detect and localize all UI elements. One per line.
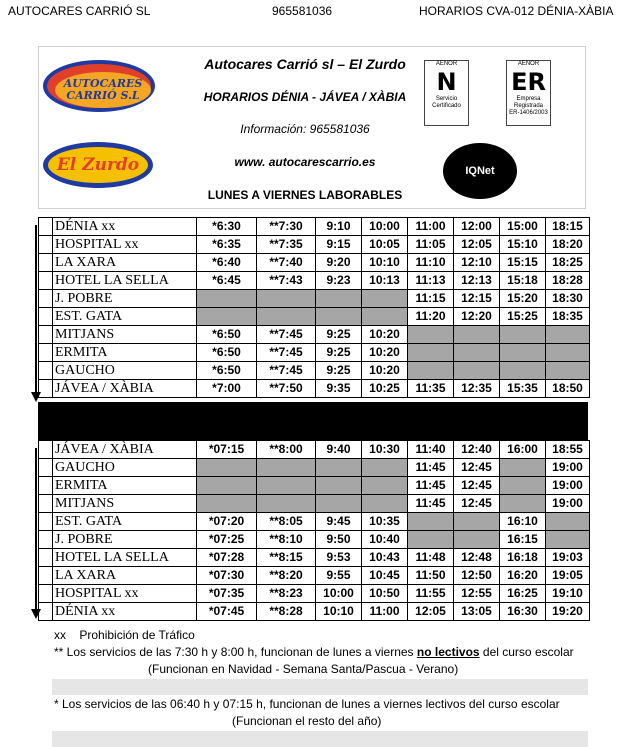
departure-time (500, 362, 546, 380)
departure-time: **7:45 (257, 362, 316, 380)
arrow-cell (39, 441, 53, 459)
table-row (39, 477, 590, 495)
departure-time: **8:20 (257, 567, 316, 585)
stop-name: JÁVEA / XÀBIA (53, 441, 197, 459)
arrow-cell (39, 326, 53, 344)
outbound-timetable (38, 217, 590, 398)
departure-time (546, 513, 590, 531)
departure-time: 16:30 (500, 603, 546, 621)
departure-time: *07:30 (197, 567, 257, 585)
departure-time: 11:05 (408, 236, 454, 254)
arrow-cell (39, 513, 53, 531)
departure-time: **8:28 (257, 603, 316, 621)
departure-time: 18:25 (546, 254, 590, 272)
arrow-cell (39, 585, 53, 603)
departure-time: *6:50 (197, 362, 257, 380)
departure-time (316, 459, 362, 477)
arrow-cell (39, 254, 53, 272)
departure-time: 9:10 (316, 218, 362, 236)
header-company: AUTOCARES CARRIÓ SL (8, 4, 151, 18)
departure-time: 12:05 (454, 236, 500, 254)
stop-name: JÁVEA / XÀBIA (53, 380, 197, 398)
departure-time (408, 344, 454, 362)
departure-time: *07:28 (197, 549, 257, 567)
table-row (39, 567, 590, 585)
departure-time (197, 495, 257, 513)
departure-time (500, 344, 546, 362)
departure-time: 10:00 (362, 218, 408, 236)
departure-time: 11:00 (362, 603, 408, 621)
departure-time: 9:15 (316, 236, 362, 254)
note-double-star-sub: (Funcionan en Navidad - Semana Santa/Pascua - Verano) (148, 662, 459, 676)
departure-time (257, 477, 316, 495)
departure-time (362, 290, 408, 308)
departure-time: 15:15 (500, 254, 546, 272)
departure-time: 10:45 (362, 567, 408, 585)
departure-time: 11:55 (408, 585, 454, 603)
departure-time: *6:45 (197, 272, 257, 290)
departure-time: *6:35 (197, 236, 257, 254)
departure-time: 9:25 (316, 362, 362, 380)
departure-time: 19:10 (546, 585, 590, 603)
table-row (39, 585, 590, 603)
departure-time (454, 513, 500, 531)
departure-time: *6:50 (197, 344, 257, 362)
table-row (39, 290, 590, 308)
departure-time (316, 290, 362, 308)
departure-time (408, 513, 454, 531)
departure-time: *6:50 (197, 326, 257, 344)
table-row (39, 459, 590, 477)
departure-time: **7:40 (257, 254, 316, 272)
stop-name: ERMITA (53, 477, 197, 495)
autocares-carrio-logo: AUTOCARES CARRIÓ S.L (43, 60, 155, 112)
table-row (39, 362, 590, 380)
departure-time: 18:28 (546, 272, 590, 290)
departure-time: 11:10 (408, 254, 454, 272)
stop-name: ERMITA (53, 344, 197, 362)
departure-time: 12:00 (454, 218, 500, 236)
departure-time: 18:20 (546, 236, 590, 254)
arrow-cell (39, 344, 53, 362)
table-row (39, 513, 590, 531)
departure-time: 19:00 (546, 495, 590, 513)
down-arrow-head-icon (31, 609, 41, 619)
departure-time (408, 326, 454, 344)
departure-time: 13:05 (454, 603, 500, 621)
stop-name: EST. GATA (53, 308, 197, 326)
departure-time: 12:55 (454, 585, 500, 603)
departure-time: *07:20 (197, 513, 257, 531)
company-title: Autocares Carrió sl – El Zurdo (204, 56, 406, 72)
departure-time: 16:20 (500, 567, 546, 585)
table-row (39, 254, 590, 272)
departure-time: *07:45 (197, 603, 257, 621)
departure-time: 16:25 (500, 585, 546, 603)
departure-time (454, 531, 500, 549)
departure-time (546, 362, 590, 380)
stop-name: MITJANS (53, 495, 197, 513)
departure-time: *7:00 (197, 380, 257, 398)
down-arrow-icon (35, 225, 37, 393)
departure-time: 11:45 (408, 477, 454, 495)
departure-time: 18:55 (546, 441, 590, 459)
departure-time: 10:00 (316, 585, 362, 603)
arrow-cell (39, 218, 53, 236)
departure-time: 11:13 (408, 272, 454, 290)
departure-time (197, 477, 257, 495)
gray-band (52, 731, 588, 747)
aenor-registered-seal: AENOR ER Empresa Registrada ER-1406/2003 (506, 60, 551, 126)
departure-time: 12:15 (454, 290, 500, 308)
departure-time (362, 308, 408, 326)
departure-time: 16:10 (500, 513, 546, 531)
stop-name: DÉNIA xx (53, 218, 197, 236)
departure-time: 15:10 (500, 236, 546, 254)
departure-time: 10:25 (362, 380, 408, 398)
departure-time: 15:20 (500, 290, 546, 308)
departure-time: 11:45 (408, 459, 454, 477)
departure-time: 10:43 (362, 549, 408, 567)
departure-time (316, 308, 362, 326)
departure-time: 11:50 (408, 567, 454, 585)
departure-time: 9:53 (316, 549, 362, 567)
el-zurdo-logo: El Zurdo (43, 142, 153, 188)
departure-time: **8:23 (257, 585, 316, 603)
note-xx: xx Prohibición de Tráfico (54, 628, 195, 642)
departure-time: 9:23 (316, 272, 362, 290)
departure-time: **7:45 (257, 326, 316, 344)
departure-time (316, 477, 362, 495)
arrow-cell (39, 567, 53, 585)
departure-time: 10:30 (362, 441, 408, 459)
table-row (39, 218, 590, 236)
departure-time: 11:48 (408, 549, 454, 567)
note-single-star-sub: (Funcionan el resto del año) (232, 714, 382, 728)
departure-time: 12:50 (454, 567, 500, 585)
down-arrow-head-icon (31, 392, 41, 402)
departure-time (257, 495, 316, 513)
departure-time (500, 459, 546, 477)
departure-time: 15:25 (500, 308, 546, 326)
days-label: LUNES A VIERNES LABORABLES (207, 188, 403, 202)
table-row (39, 441, 590, 459)
departure-time: **7:45 (257, 344, 316, 362)
departure-time: 9:20 (316, 254, 362, 272)
arrow-cell (39, 290, 53, 308)
departure-time: 12:05 (408, 603, 454, 621)
departure-time: 15:18 (500, 272, 546, 290)
departure-time: 11:40 (408, 441, 454, 459)
stop-name: LA XARA (53, 254, 197, 272)
aenor-certified-seal: AENOR N Servicio Certificado (424, 60, 469, 126)
note-single-star: * Los servicios de las 06:40 h y 07:15 h, funcionan de lunes a viernes lectivos del curso escolar (54, 697, 560, 711)
departure-time: 12:40 (454, 441, 500, 459)
departure-time: 15:35 (500, 380, 546, 398)
departure-time: *07:15 (197, 441, 257, 459)
table-row (39, 531, 590, 549)
stop-name: GAUCHO (53, 459, 197, 477)
departure-time (257, 290, 316, 308)
departure-time (197, 290, 257, 308)
departure-time: 18:15 (546, 218, 590, 236)
stop-name: DÉNIA xx (53, 603, 197, 621)
departure-time: 11:15 (408, 290, 454, 308)
departure-time: 12:35 (454, 380, 500, 398)
arrow-cell (39, 272, 53, 290)
departure-time: 9:35 (316, 380, 362, 398)
departure-time (408, 531, 454, 549)
table-row (39, 272, 590, 290)
departure-time: *6:40 (197, 254, 257, 272)
departure-time: 10:20 (362, 326, 408, 344)
departure-time: **8:00 (257, 441, 316, 459)
departure-time (408, 362, 454, 380)
table-row (39, 603, 590, 621)
stop-name: HOTEL LA SELLA (53, 272, 197, 290)
departure-time: 9:55 (316, 567, 362, 585)
down-arrow-icon (35, 448, 37, 610)
departure-time (500, 326, 546, 344)
stop-name: J. POBRE (53, 531, 197, 549)
stop-name: EST. GATA (53, 513, 197, 531)
arrow-cell (39, 459, 53, 477)
table-row (39, 495, 590, 513)
departure-time (454, 362, 500, 380)
stop-name: LA XARA (53, 567, 197, 585)
departure-time: 11:35 (408, 380, 454, 398)
departure-time (362, 459, 408, 477)
departure-time: 12:13 (454, 272, 500, 290)
departure-time: 19:20 (546, 603, 590, 621)
table-row (39, 326, 590, 344)
departure-time: **7:35 (257, 236, 316, 254)
departure-time (454, 344, 500, 362)
departure-time: 10:10 (316, 603, 362, 621)
departure-time: 19:00 (546, 459, 590, 477)
departure-time (546, 531, 590, 549)
note-double-star: ** Los servicios de las 7:30 h y 8:00 h, funcionan de lunes a viernes no lectivos del curso escolar (54, 645, 574, 659)
departure-time: 19:03 (546, 549, 590, 567)
departure-time: 12:45 (454, 477, 500, 495)
departure-time: **8:10 (257, 531, 316, 549)
stop-name: HOSPITAL xx (53, 236, 197, 254)
departure-time: 12:20 (454, 308, 500, 326)
departure-time: **7:50 (257, 380, 316, 398)
info-phone: Información: 965581036 (240, 122, 370, 136)
departure-time: 12:10 (454, 254, 500, 272)
website: www. autocarescarrio.es (234, 155, 376, 169)
departure-time: 12:48 (454, 549, 500, 567)
arrow-cell (39, 477, 53, 495)
departure-time: 10:50 (362, 585, 408, 603)
arrow-cell (39, 495, 53, 513)
header-route: HORARIOS CVA-012 DÉNIA-XÀBIA (419, 4, 614, 18)
departure-time: 9:40 (316, 441, 362, 459)
departure-time: 10:35 (362, 513, 408, 531)
arrow-cell (39, 362, 53, 380)
departure-time (197, 459, 257, 477)
arrow-cell (39, 236, 53, 254)
gray-band (52, 679, 588, 695)
departure-time: *07:25 (197, 531, 257, 549)
departure-time: 10:20 (362, 344, 408, 362)
departure-time: 16:15 (500, 531, 546, 549)
departure-time: *07:35 (197, 585, 257, 603)
arrow-cell (39, 308, 53, 326)
inbound-timetable (38, 440, 590, 621)
departure-time: 11:45 (408, 495, 454, 513)
table-row (39, 344, 590, 362)
departure-time: 11:00 (408, 218, 454, 236)
departure-time: **8:15 (257, 549, 316, 567)
departure-time: 9:25 (316, 344, 362, 362)
arrow-cell (39, 531, 53, 549)
table-row (39, 380, 590, 398)
departure-time: 12:45 (454, 495, 500, 513)
stop-name: HOSPITAL xx (53, 585, 197, 603)
departure-time: 9:50 (316, 531, 362, 549)
departure-time: 9:25 (316, 326, 362, 344)
departure-time: **7:43 (257, 272, 316, 290)
departure-time: 18:35 (546, 308, 590, 326)
departure-time: 16:18 (500, 549, 546, 567)
departure-time (500, 477, 546, 495)
departure-time: 18:50 (546, 380, 590, 398)
header-phone: 965581036 (272, 4, 333, 18)
departure-time (454, 326, 500, 344)
schedule-title: HORARIOS DÉNIA - JÁVEA / XÀBIA (203, 90, 407, 104)
departure-time (316, 495, 362, 513)
departure-time: 9:45 (316, 513, 362, 531)
separator-bar (38, 402, 588, 440)
departure-time (500, 495, 546, 513)
departure-time: 10:20 (362, 362, 408, 380)
departure-time (362, 495, 408, 513)
departure-time: 10:13 (362, 272, 408, 290)
departure-time: 18:30 (546, 290, 590, 308)
table-row (39, 308, 590, 326)
departure-time: 19:05 (546, 567, 590, 585)
stop-name: MITJANS (53, 326, 197, 344)
table-row (39, 236, 590, 254)
stop-name: GAUCHO (53, 362, 197, 380)
iqnet-seal: IQNet (443, 143, 517, 199)
departure-time: *6:30 (197, 218, 257, 236)
departure-time: 16:00 (500, 441, 546, 459)
stop-name: J. POBRE (53, 290, 197, 308)
departure-time: **7:30 (257, 218, 316, 236)
departure-time (257, 308, 316, 326)
departure-time: 10:05 (362, 236, 408, 254)
departure-time: 19:00 (546, 477, 590, 495)
departure-time: 11:20 (408, 308, 454, 326)
departure-time: **8:05 (257, 513, 316, 531)
departure-time: 10:10 (362, 254, 408, 272)
arrow-cell (39, 549, 53, 567)
departure-time: 12:45 (454, 459, 500, 477)
departure-time: 10:40 (362, 531, 408, 549)
table-row (39, 549, 590, 567)
departure-time (546, 344, 590, 362)
departure-time: 15:00 (500, 218, 546, 236)
departure-time (546, 326, 590, 344)
stop-name: HOTEL LA SELLA (53, 549, 197, 567)
departure-time (197, 308, 257, 326)
departure-time (362, 477, 408, 495)
departure-time (257, 459, 316, 477)
